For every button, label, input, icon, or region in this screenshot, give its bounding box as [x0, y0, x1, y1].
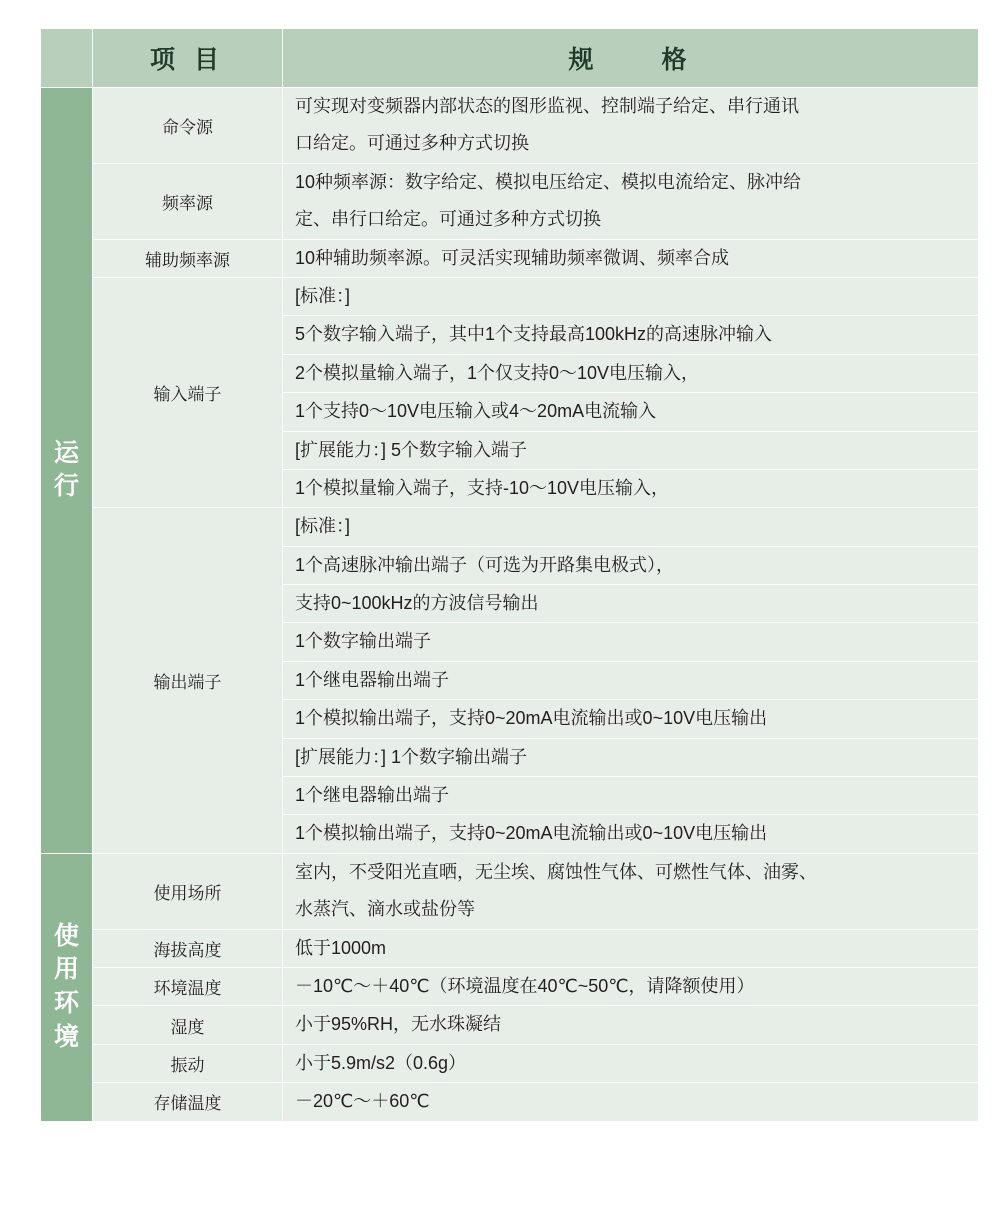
spec-line: [扩展能力：] 1个数字输出端子 [283, 738, 978, 776]
spec-line: 1个模拟输出端子，支持0~20mA电流输出或0~10V电压输出 [283, 814, 978, 852]
spec-line: 定、串行口给定。可通过多种方式切换 [295, 209, 601, 230]
spec-value [283, 239, 979, 277]
group-label-char: 运 [53, 438, 79, 467]
spec-value [283, 1006, 979, 1044]
spec-value [283, 853, 979, 929]
spec-value [283, 967, 979, 1005]
spec-line: 小于95%RH，无水珠凝结 [295, 1014, 502, 1035]
spec-line: 5个数字输入端子，其中1个支持最高100kHz的高速脉冲输入 [283, 315, 978, 353]
spec-line: 2个模拟量输入端子，1个仅支持0～10V电压输入， [283, 354, 978, 392]
spec-line: 10种频率源：数字给定、模拟电压给定、模拟电流给定、脉冲给 [295, 171, 802, 192]
group-label-char: 环 [53, 989, 79, 1018]
item-label: 输出端子 [93, 508, 283, 854]
spec-value [283, 1044, 979, 1082]
item-label: 输入端子 [93, 277, 283, 507]
spec-value [283, 163, 979, 239]
group-label-char: 使 [53, 921, 79, 950]
spec-line: [标准：] [295, 516, 351, 537]
table-row [41, 929, 979, 967]
item-label: 海拔高度 [93, 929, 283, 967]
group-label-operation [41, 88, 93, 854]
spec-line: 1个高速脉冲输出端子（可选为开路集电极式）， [283, 546, 978, 584]
item-label: 辅助频率源 [93, 239, 283, 277]
spec-line: 1个模拟输出端子，支持0~20mA电流输出或0~10V电压输出 [283, 699, 978, 737]
spec-value [283, 508, 979, 854]
item-label: 命令源 [93, 88, 283, 164]
group-label-char: 用 [53, 955, 79, 984]
spec-line: [标准：] [295, 285, 351, 306]
spec-line: 1个数字输出端子 [283, 622, 978, 660]
item-label: 湿度 [93, 1006, 283, 1044]
spec-line: 1个继电器输出端子 [283, 776, 978, 814]
spec-line: 低于1000m [295, 937, 387, 958]
spec-value [283, 88, 979, 164]
header-corner-cell [41, 29, 93, 88]
spec-line: 可实现对变频器内部状态的图形监视、控制端子给定、串行通讯 [295, 96, 799, 116]
header-item: 项 目 [93, 29, 283, 88]
item-label: 存储温度 [93, 1083, 283, 1121]
spec-line: 口给定。可通过多种方式切换 [295, 133, 529, 154]
table-header-row [41, 29, 979, 88]
spec-line: 小于5.9m/s2（0.6g） [295, 1052, 467, 1073]
table-row [41, 967, 979, 1005]
item-label: 振动 [93, 1044, 283, 1082]
table-body [41, 29, 979, 1122]
spec-value [283, 929, 979, 967]
table-row [41, 88, 979, 164]
spec-value [283, 1083, 979, 1121]
table-row [41, 1044, 979, 1082]
item-label: 环境温度 [93, 967, 283, 1005]
table-row [41, 508, 979, 854]
spec-line: [扩展能力：] 5个数字输入端子 [283, 431, 978, 469]
spec-line: 10种辅助频率源。可灵活实现辅助频率微调、频率合成 [295, 247, 730, 268]
table-row [41, 163, 979, 239]
specification-table [40, 28, 979, 1122]
spec-line: 支持0~100kHz的方波信号输出 [283, 584, 978, 622]
group-label-char: 行 [53, 472, 79, 501]
spec-line: 1个继电器输出端子 [283, 661, 978, 699]
spec-line: 1个支持0～10V电压输入或4～20mA电流输入 [283, 392, 978, 430]
group-label-environment [41, 853, 93, 1121]
header-spec: 规 格 [283, 29, 979, 88]
item-label: 频率源 [93, 163, 283, 239]
spec-value [283, 277, 979, 507]
group-label-char: 境 [53, 1022, 79, 1051]
spec-line: 室内，不受阳光直晒，无尘埃、腐蚀性气体、可燃性气体、油雾、 [295, 861, 817, 882]
table-row [41, 853, 979, 929]
table-row [41, 277, 979, 507]
table-row [41, 239, 979, 277]
spec-line: 水蒸汽、滴水或盐份等 [295, 899, 475, 920]
table-row [41, 1006, 979, 1044]
table-row [41, 1083, 979, 1121]
spec-line: －20℃～＋60℃ [295, 1091, 430, 1112]
item-label: 使用场所 [93, 853, 283, 929]
spec-line: －10℃～＋40℃（环境温度在40℃~50℃，请降额使用） [295, 975, 755, 996]
spec-line: 1个模拟量输入端子，支持-10～10V电压输入， [283, 469, 978, 507]
